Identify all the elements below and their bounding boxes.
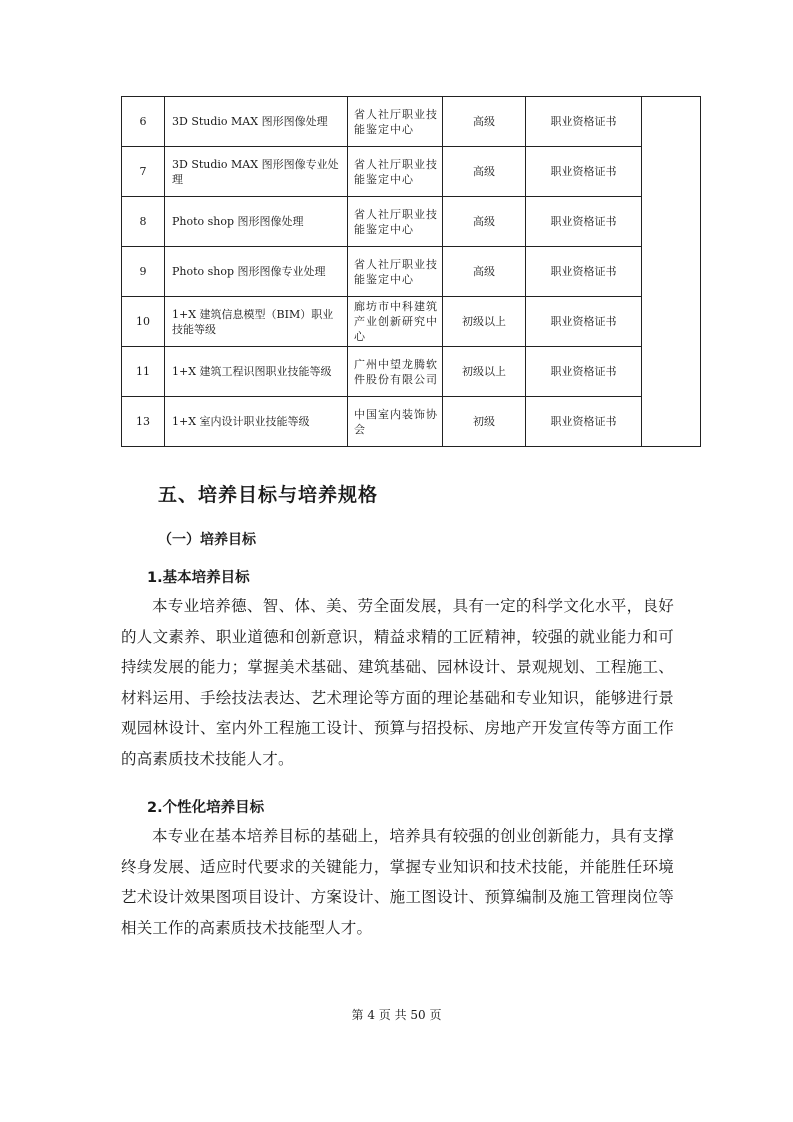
row-number: 8 <box>122 197 165 247</box>
issuing-organization: 省人社厅职业技能鉴定中心 <box>348 147 443 197</box>
issuing-organization: 省人社厅职业技能鉴定中心 <box>348 247 443 297</box>
row-number: 13 <box>122 397 165 447</box>
certificate-type: 职业资格证书 <box>526 347 642 397</box>
issuing-organization: 省人社厅职业技能鉴定中心 <box>348 97 443 147</box>
table-row <box>122 97 701 147</box>
basic-goal-heading: 1.基本培养目标 <box>147 570 250 586</box>
issuing-organization: 广州中望龙腾软件股份有限公司 <box>348 347 443 397</box>
table-row <box>122 347 701 397</box>
issuing-organization: 省人社厅职业技能鉴定中心 <box>348 197 443 247</box>
issuing-organization: 廊坊市中科建筑产业创新研究中心 <box>348 297 443 347</box>
certificate-level: 高级 <box>443 147 526 197</box>
personalized-goal-heading: 2.个性化培养目标 <box>147 800 265 816</box>
certificate-name: 3D Studio MAX 图形图像专业处理 <box>165 147 348 197</box>
certificate-type: 职业资格证书 <box>526 197 642 247</box>
certificate-table <box>121 96 701 447</box>
certificate-type: 职业资格证书 <box>526 297 642 347</box>
issuing-organization: 中国室内装饰协会 <box>348 397 443 447</box>
row-number: 9 <box>122 247 165 297</box>
row-number: 10 <box>122 297 165 347</box>
certificate-level: 高级 <box>443 247 526 297</box>
certificate-level: 初级以上 <box>443 297 526 347</box>
certificate-level: 初级 <box>443 397 526 447</box>
row-number: 11 <box>122 347 165 397</box>
row-number: 6 <box>122 97 165 147</box>
certificate-name: Photo shop 图形图像处理 <box>165 197 348 247</box>
certificate-level: 高级 <box>443 197 526 247</box>
section-heading: 五、培养目标与培养规格 <box>158 484 379 506</box>
certificate-name: Photo shop 图形图像专业处理 <box>165 247 348 297</box>
certificate-name: 3D Studio MAX 图形图像处理 <box>165 97 348 147</box>
table-row <box>122 147 701 197</box>
merged-empty-cell <box>642 97 701 447</box>
certificate-level: 高级 <box>443 97 526 147</box>
table-row <box>122 197 701 247</box>
basic-goal-paragraph: 本专业培养德、智、体、美、劳全面发展，具有一定的科学文化水平，良好的人文素养、职业道德和创新意识，精益求精的工匠精神，较强的就业能力和可持续发展的能力；掌握美术基础、建筑基础、园林设计、景观规划、工程施工、材料运用、手绘技法表达、艺术理论等方面的理论基础和专业知识，能够进行景观园林设计、室内外工程施工设计、预算与招投标、房地产开发宣传等方面工作的高素质技术技能人才。 <box>121 597 674 768</box>
certificate-name: 1+X 建筑信息模型（BIM）职业技能等级 <box>165 297 348 347</box>
table-row <box>122 397 701 447</box>
certificate-type: 职业资格证书 <box>526 147 642 197</box>
subsection-heading: （一）培养目标 <box>158 532 256 548</box>
row-number: 7 <box>122 147 165 197</box>
table-row <box>122 297 701 347</box>
certificate-type: 职业资格证书 <box>526 247 642 297</box>
certificate-name: 1+X 室内设计职业技能等级 <box>165 397 348 447</box>
certificate-level: 初级以上 <box>443 347 526 397</box>
certificate-type: 职业资格证书 <box>526 397 642 447</box>
personalized-goal-paragraph: 本专业在基本培养目标的基础上，培养具有较强的创业创新能力，具有支撑终身发展、适应时代要求的关键能力，掌握专业知识和技术技能，并能胜任环境艺术设计效果图项目设计、方案设计、施工图设计、预算编制及施工管理岗位等相关工作的高素质技术技能型人才。 <box>121 827 674 937</box>
table-row <box>122 247 701 297</box>
certificate-name: 1+X 建筑工程识图职业技能等级 <box>165 347 348 397</box>
certificate-type: 职业资格证书 <box>526 97 642 147</box>
page-number: 第 4 页 共 50 页 <box>351 1008 442 1022</box>
